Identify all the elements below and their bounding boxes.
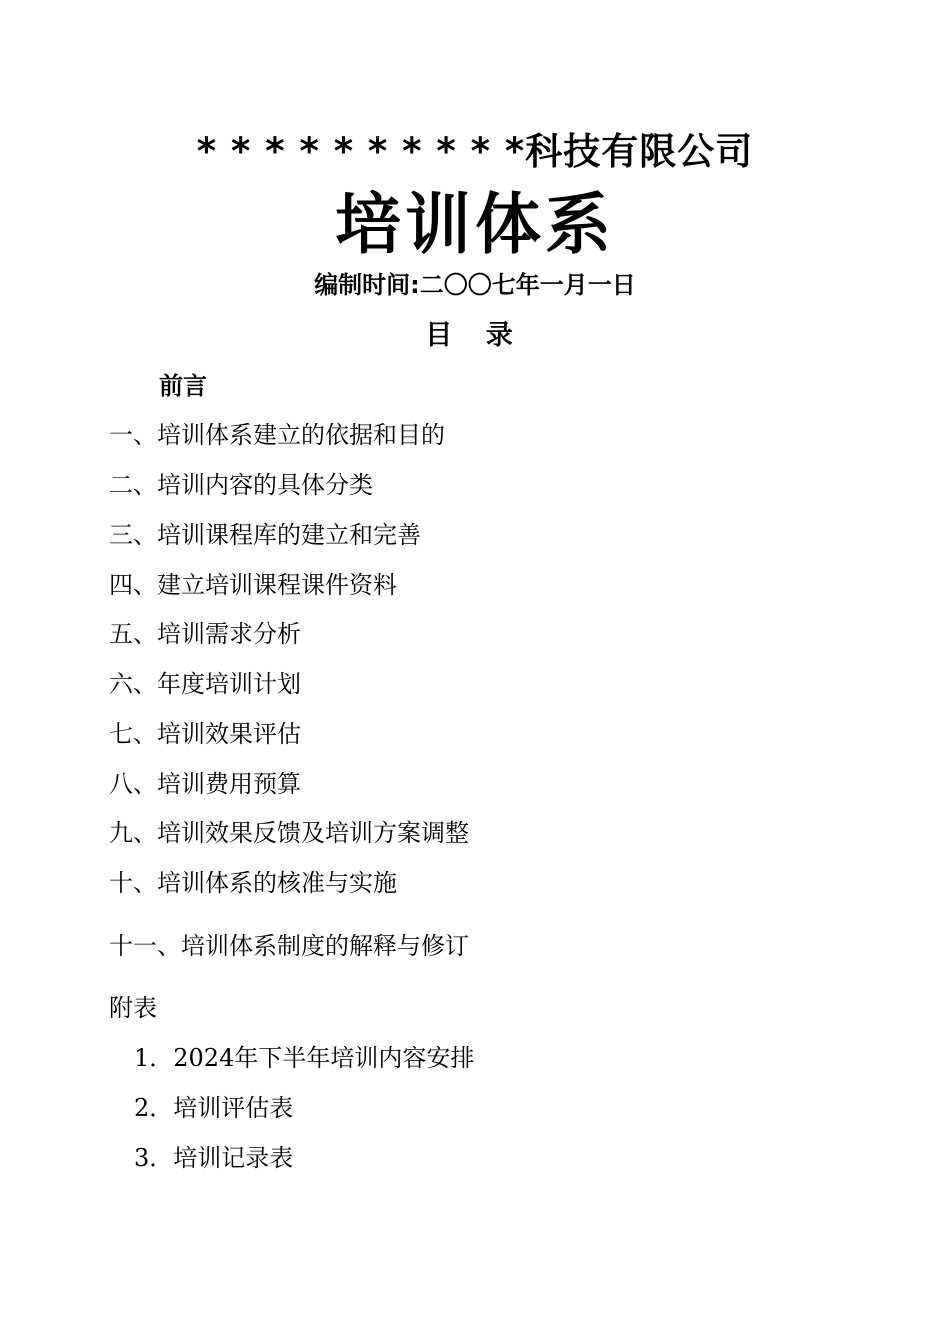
appendix-item: 2．培训评估表 <box>134 1094 294 1122</box>
toc-item: 四、建立培训课程课件资料 <box>109 571 397 599</box>
toc-appendix-heading: 附表 <box>109 994 157 1022</box>
toc-item: 十一、培训体系制度的解释与修订 <box>109 932 469 960</box>
company-name: * * * * * * * * * *科技有限公司 <box>196 130 754 173</box>
toc-item: 三、培训课程库的建立和完善 <box>109 521 421 549</box>
toc-item: 八、培训费用预算 <box>109 770 301 798</box>
toc-item: 七、培训效果评估 <box>109 720 301 748</box>
toc-heading: 目 录 <box>425 320 525 351</box>
document-title: 培训体系 <box>335 186 615 263</box>
toc-item: 九、培训效果反馈及培训方案调整 <box>109 819 469 847</box>
appendix-item: 1．2024年下半年培训内容安排 <box>134 1044 475 1072</box>
toc-item: 五、培训需求分析 <box>109 620 301 648</box>
toc-item: 六、年度培训计划 <box>109 670 301 698</box>
appendix-item: 3．培训记录表 <box>134 1144 294 1172</box>
compile-date: 编制时间:二〇〇七年一月一日 <box>314 271 636 299</box>
toc-item: 一、培训体系建立的依据和目的 <box>109 421 445 449</box>
toc-preface: 前言 <box>159 372 207 400</box>
toc-item: 二、培训内容的具体分类 <box>109 471 373 499</box>
toc-item: 十、培训体系的核准与实施 <box>109 869 397 897</box>
